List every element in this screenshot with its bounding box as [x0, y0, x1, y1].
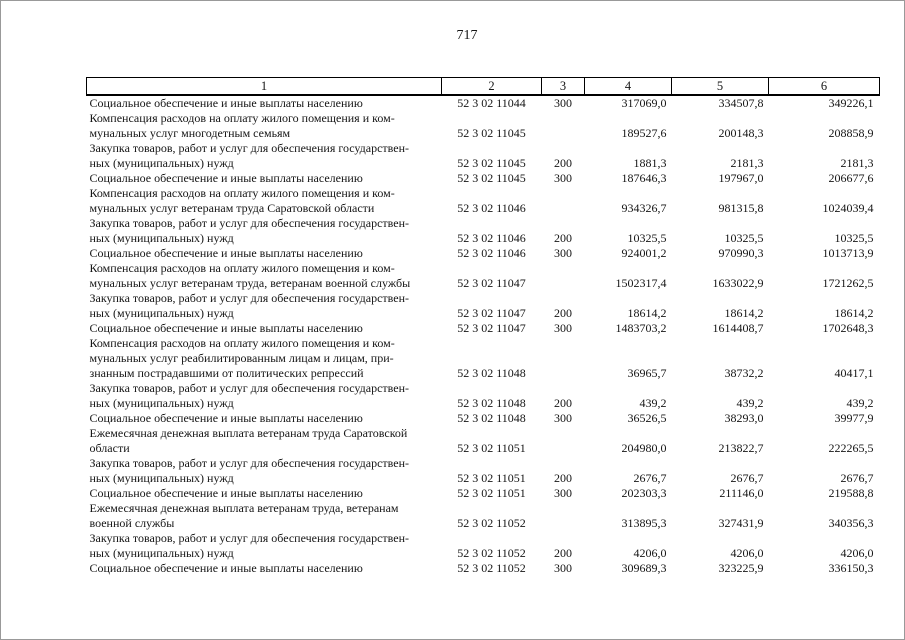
amount-year1-cell: 309689,3 [621, 561, 667, 575]
expense-name-cell: Закупка товаров, работ и услуг для обеспечения государствен- ных (муниципальных) нужд [89, 291, 410, 320]
expense-name-cell: Ежемесячная денежная выплата ветеранам труда Саратовской области [89, 426, 408, 455]
amount-year1-cell: 189527,6 [621, 126, 667, 140]
expense-name-cell: Социальное обеспечение и иные выплаты населению [89, 246, 363, 260]
expense-name-cell: Социальное обеспечение и иные выплаты населению [89, 486, 363, 500]
expense-type-code-cell: 300 [554, 246, 572, 260]
expense-type-code-cell: 300 [554, 96, 572, 110]
amount-year1-cell: 187646,3 [621, 171, 667, 185]
target-article-code-cell: 52 3 02 11048 [457, 366, 526, 380]
amount-year3-cell: 206677,6 [828, 171, 874, 185]
amount-year1-cell: 934326,7 [621, 201, 667, 215]
table-row [87, 171, 880, 186]
target-article-code-cell: 52 3 02 11044 [457, 96, 526, 110]
amount-year2-cell: 981315,8 [718, 201, 764, 215]
amount-year1-cell: 1881,3 [633, 156, 667, 170]
amount-year3-cell: 39977,9 [834, 411, 874, 425]
table-row [87, 321, 880, 336]
table-row [87, 95, 880, 111]
target-article-code-cell: 52 3 02 11048 [457, 411, 526, 425]
target-article-code-cell: 52 3 02 11045 [457, 156, 526, 170]
target-article-code-cell: 52 3 02 11046 [457, 231, 526, 245]
table-row [87, 426, 880, 456]
amount-year3-cell: 18614,2 [834, 306, 874, 320]
amount-year3-cell: 219588,8 [828, 486, 874, 500]
amount-year1-cell: 10325,5 [627, 231, 667, 245]
expense-name-cell: Социальное обеспечение и иные выплаты населению [89, 96, 363, 110]
amount-year1-cell: 924001,2 [621, 246, 667, 260]
amount-year3-cell: 2181,3 [840, 156, 874, 170]
amount-year1-cell: 439,2 [639, 396, 667, 410]
table-row [87, 411, 880, 426]
column-header-1: 1 [87, 78, 442, 96]
amount-year3-cell: 1721262,5 [822, 276, 874, 290]
amount-year3-cell: 439,2 [846, 396, 874, 410]
amount-year2-cell: 970990,3 [718, 246, 764, 260]
amount-year3-cell: 40417,1 [834, 366, 874, 380]
expense-type-code-cell: 200 [554, 306, 572, 320]
expense-name-cell: Ежемесячная денежная выплата ветеранам труда, ветеранам военной службы [89, 501, 399, 530]
table-row [87, 381, 880, 411]
amount-year2-cell: 2676,7 [730, 471, 764, 485]
amount-year2-cell: 213822,7 [718, 441, 764, 455]
page-number: 717 [456, 28, 478, 43]
amount-year1-cell: 4206,0 [633, 546, 667, 560]
amount-year2-cell: 38732,2 [724, 366, 764, 380]
table-row [87, 261, 880, 291]
target-article-code-cell: 52 3 02 11047 [457, 306, 526, 320]
amount-year1-cell: 202303,3 [621, 486, 667, 500]
expense-type-code-cell: 300 [554, 321, 572, 335]
target-article-code-cell: 52 3 02 11047 [457, 321, 526, 335]
expense-type-code-cell: 300 [554, 486, 572, 500]
column-header-2: 2 [442, 78, 542, 96]
table-header [87, 78, 880, 96]
expense-name-cell: Закупка товаров, работ и услуг для обеспечения государствен- ных (муниципальных) нужд [89, 141, 410, 170]
expense-name-cell: Социальное обеспечение и иные выплаты населению [89, 561, 363, 575]
column-header-3: 3 [542, 78, 585, 96]
expense-name-cell: Социальное обеспечение и иные выплаты населению [89, 321, 363, 335]
table-row [87, 561, 880, 576]
amount-year1-cell: 317069,0 [621, 96, 667, 110]
expense-type-code-cell: 200 [554, 396, 572, 410]
amount-year2-cell: 10325,5 [724, 231, 764, 245]
target-article-code-cell: 52 3 02 11047 [457, 276, 526, 290]
amount-year3-cell: 4206,0 [840, 546, 874, 560]
expense-name-cell: Закупка товаров, работ и услуг для обеспечения государствен- ных (муниципальных) нужд [89, 456, 410, 485]
amount-year1-cell: 313895,3 [621, 516, 667, 530]
expense-name-cell: Социальное обеспечение и иные выплаты населению [89, 171, 363, 185]
amount-year3-cell: 222265,5 [828, 441, 874, 455]
table-row [87, 486, 880, 501]
table-row [87, 216, 880, 246]
target-article-code-cell: 52 3 02 11046 [457, 201, 526, 215]
expense-type-code-cell: 300 [554, 411, 572, 425]
amount-year3-cell: 1024039,4 [822, 201, 874, 215]
table-row [87, 336, 880, 381]
expense-type-code-cell [542, 186, 585, 216]
expense-type-code-cell [542, 426, 585, 456]
amount-year2-cell: 18614,2 [724, 306, 764, 320]
expense-type-code-cell: 300 [554, 561, 572, 575]
amount-year1-cell: 2676,7 [633, 471, 667, 485]
amount-year3-cell: 336150,3 [828, 561, 874, 575]
amount-year1-cell: 204980,0 [621, 441, 667, 455]
amount-year2-cell: 211146,0 [719, 486, 764, 500]
amount-year1-cell: 1483703,2 [615, 321, 667, 335]
column-header-4: 4 [585, 78, 672, 96]
expense-type-code-cell [542, 336, 585, 381]
target-article-code-cell: 52 3 02 11045 [457, 126, 526, 140]
amount-year3-cell: 349226,1 [828, 96, 874, 110]
target-article-code-cell: 52 3 02 11051 [457, 486, 526, 500]
expense-name-cell: Компенсация расходов на оплату жилого помещения и ком- мунальных услуг реабилитированным лицам и лицам, при- знанным пострадавшими от политических репрессий [89, 336, 395, 380]
target-article-code-cell: 52 3 02 11052 [457, 516, 526, 530]
amount-year2-cell: 1633022,9 [712, 276, 764, 290]
target-article-code-cell: 52 3 02 11045 [457, 171, 526, 185]
amount-year2-cell: 197967,0 [718, 171, 764, 185]
target-article-code-cell: 52 3 02 11046 [457, 246, 526, 260]
column-header-5: 5 [672, 78, 769, 96]
budget-table [86, 77, 880, 576]
amount-year2-cell: 334507,8 [718, 96, 764, 110]
expense-type-code-cell [542, 261, 585, 291]
amount-year2-cell: 1614408,7 [712, 321, 764, 335]
expense-type-code-cell: 200 [554, 231, 572, 245]
amount-year3-cell: 10325,5 [834, 231, 874, 245]
amount-year2-cell: 4206,0 [730, 546, 764, 560]
amount-year3-cell: 2676,7 [840, 471, 874, 485]
expense-type-code-cell [542, 501, 585, 531]
expense-name-cell: Закупка товаров, работ и услуг для обеспечения государствен- ных (муниципальных) нужд [89, 381, 410, 410]
table-row [87, 246, 880, 261]
expense-type-code-cell: 300 [554, 171, 572, 185]
expense-type-code-cell: 200 [554, 156, 572, 170]
expense-type-code-cell: 200 [554, 471, 572, 485]
amount-year2-cell: 200148,3 [718, 126, 764, 140]
table-row [87, 531, 880, 561]
table-row [87, 501, 880, 531]
column-header-6: 6 [769, 78, 880, 96]
table-row [87, 291, 880, 321]
amount-year1-cell: 36526,5 [627, 411, 667, 425]
amount-year1-cell: 36965,7 [627, 366, 667, 380]
amount-year2-cell: 2181,3 [730, 156, 764, 170]
amount-year2-cell: 38293,0 [724, 411, 764, 425]
expense-name-cell: Компенсация расходов на оплату жилого помещения и ком- мунальных услуг многодетным семьям [89, 111, 395, 140]
amount-year2-cell: 439,2 [736, 396, 764, 410]
target-article-code-cell: 52 3 02 11051 [457, 471, 526, 485]
amount-year1-cell: 1502317,4 [615, 276, 667, 290]
amount-year3-cell: 208858,9 [828, 126, 874, 140]
table-row [87, 456, 880, 486]
amount-year2-cell: 323225,9 [718, 561, 764, 575]
amount-year3-cell: 1702648,3 [822, 321, 874, 335]
target-article-code-cell: 52 3 02 11048 [457, 396, 526, 410]
column-numbers-row [87, 78, 880, 96]
expense-name-cell: Компенсация расходов на оплату жилого помещения и ком- мунальных услуг ветеранам труда Саратовской области [89, 186, 395, 215]
table-row [87, 186, 880, 216]
expense-name-cell: Социальное обеспечение и иные выплаты населению [89, 411, 363, 425]
expense-name-cell: Закупка товаров, работ и услуг для обеспечения государствен- ных (муниципальных) нужд [89, 531, 410, 560]
expense-name-cell: Закупка товаров, работ и услуг для обеспечения государствен- ных (муниципальных) нужд [89, 216, 410, 245]
expense-type-code-cell [542, 111, 585, 141]
expense-name-cell: Компенсация расходов на оплату жилого помещения и ком- мунальных услуг ветеранам труда, ветеранам военной службы [89, 261, 411, 290]
table-row [87, 141, 880, 171]
target-article-code-cell: 52 3 02 11051 [457, 441, 526, 455]
amount-year2-cell: 327431,9 [718, 516, 764, 530]
amount-year3-cell: 1013713,9 [822, 246, 874, 260]
amount-year3-cell: 340356,3 [828, 516, 874, 530]
amount-year1-cell: 18614,2 [627, 306, 667, 320]
target-article-code-cell: 52 3 02 11052 [457, 561, 526, 575]
table-row [87, 111, 880, 141]
expense-type-code-cell: 200 [554, 546, 572, 560]
table-body [87, 95, 880, 576]
target-article-code-cell: 52 3 02 11052 [457, 546, 526, 560]
